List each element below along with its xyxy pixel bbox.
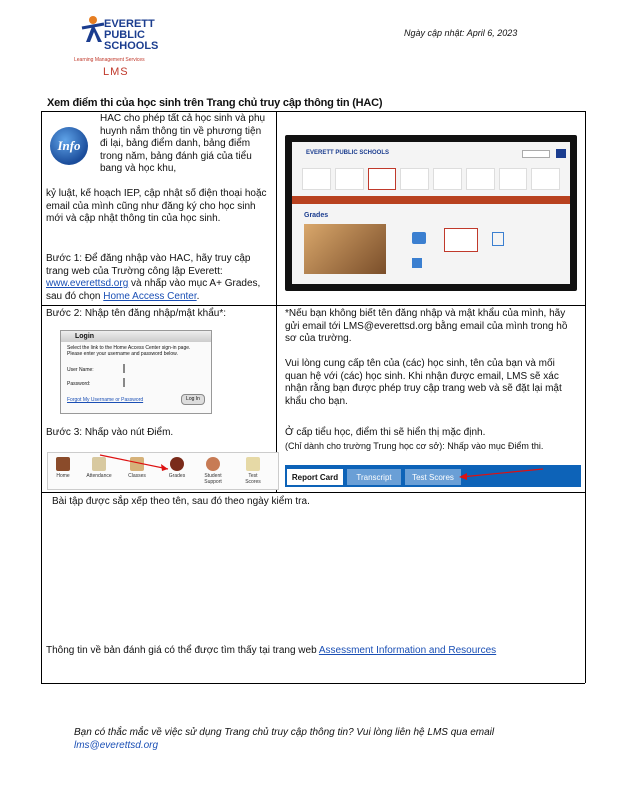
user-label: User Name:: [67, 367, 94, 373]
tab-transcript[interactable]: Transcript: [347, 469, 401, 485]
col-right: [585, 111, 586, 683]
step1-label: Bước 1: Để đăng nhập vào HAC, hãy truy cập trang web của Trường công lập Everett:: [46, 253, 251, 277]
pass-input[interactable]: [123, 378, 125, 387]
col-left: [41, 111, 42, 683]
nav-test-scores-label: Test Scores: [245, 473, 261, 485]
pass-label: Password:: [67, 381, 91, 387]
shot-breadcrumb-bar: [292, 196, 570, 204]
tab-test-scores[interactable]: Test Scores: [405, 469, 461, 485]
home-access-center-link[interactable]: Home Access Center: [103, 290, 197, 302]
right3-text-2: (Chỉ dành cho trường Trung học cơ sở): Nhấp vào mục Điểm thi.: [285, 441, 544, 451]
website-screenshot: [285, 135, 577, 291]
shot-icon: [335, 168, 364, 190]
lms-label: LMS: [103, 66, 129, 78]
intro-text-1: HAC cho phép tất cả học sinh và phụ huynh nắm thông tin về phương tiện đi lại, bảng điểm danh, bảng điểm trong năm, bảng đánh giá của tiểu bang và học khu,: [100, 113, 266, 174]
nav-classes-label: Classes: [128, 473, 146, 479]
forgot-link[interactable]: Forgot My Username or Password: [67, 397, 144, 403]
tab-report-card[interactable]: Report Card: [287, 469, 343, 485]
footer-email[interactable]: lms@everettsd.org: [74, 740, 159, 751]
footer-text: Bạn có thắc mắc về việc sử dụng Trang chủ truy cập thông tin? Vui lòng liên hệ LMS qua email: [74, 727, 495, 738]
nav-attendance-label: Attendance: [86, 473, 112, 479]
col-mid: [276, 111, 277, 492]
page-title: Xem điểm thi của học sinh trên Trang chủ truy cập thông tin (HAC): [47, 97, 383, 109]
shot-icon: [302, 168, 331, 190]
title-underline: [41, 111, 585, 112]
nav-test-scores[interactable]: [240, 457, 266, 485]
login-instructions: [61, 342, 211, 360]
login-line-2: Please enter your username and password below.: [67, 351, 178, 357]
shot-icon: [400, 168, 429, 190]
nav-home[interactable]: [50, 457, 76, 479]
nav-grades-label: Grades: [168, 473, 186, 479]
note-text-2: Vui lòng cung cấp tên của (các) học sinh, tên của bạn và mối quan hệ với (các) học sinh. Khi nhận được email, LMS sẽ xác nhận rằng bạn được phép truy cập trang web và sẽ đặt lại mật khẩu cho bạn.: [285, 358, 562, 407]
report-tabs-screenshot: [285, 465, 581, 487]
shot-icon-b: [492, 232, 504, 246]
shot-icon: [466, 168, 495, 190]
logo-text: EVERETT PUBLIC SCHOOLS: [104, 18, 159, 52]
assessment-link[interactable]: Assessment Information and Resources: [318, 645, 497, 656]
login-line-1: Select the link to the Home Access Center sign-in page.: [67, 345, 191, 351]
home-icon: [56, 457, 70, 471]
shot-home-access-icon: [444, 228, 478, 252]
step2-text: Bước 2: Nhập tên đăng nhập/mật khẩu*:: [46, 308, 227, 319]
shot-icon: [531, 168, 560, 190]
nav-home-label: Home: [56, 473, 70, 479]
user-input[interactable]: [123, 364, 125, 373]
row-divider-2: [41, 492, 585, 493]
step1-end: .: [196, 290, 200, 302]
shot-photo: [304, 224, 386, 274]
login-screenshot: [60, 330, 212, 414]
assessment-info: [46, 645, 526, 658]
shot-brand: EVERETT PUBLIC SCHOOLS: [306, 150, 390, 156]
shot-icon: [499, 168, 528, 190]
everettsd-link[interactable]: www.everettsd.org: [46, 278, 129, 289]
assessment-info-text: Thông tin về bản đánh giá có thể được tìm thấy tại trang web: [46, 645, 319, 656]
login-title: Login: [61, 331, 211, 342]
info-icon: Info: [50, 127, 88, 165]
test-scores-icon: [246, 457, 260, 471]
nav-student-support-label: Student Support: [204, 473, 222, 485]
step1-text: [46, 253, 271, 303]
row-divider-1: [41, 305, 585, 306]
nav-student-support[interactable]: [200, 457, 226, 485]
step3-text: Bước 3: Nhấp vào nút Điểm.: [46, 427, 174, 438]
shot-search-icon: [556, 149, 566, 158]
logo-tagline: Learning Management Services: [74, 57, 145, 63]
intro-text-2: kỷ luật, kế hoạch IEP, cập nhật số điện thoại hoặc email của mình cũng như đăng ký cho học sinh mới và cập nhật thông tin của học sinh.: [46, 188, 267, 224]
login-button[interactable]: Log In: [181, 394, 205, 405]
shot-icon: [433, 168, 462, 190]
shot-heading: Grades: [304, 212, 329, 219]
shot-icon-a: [412, 232, 426, 244]
student-support-icon: [206, 457, 220, 471]
shot-search: [522, 150, 550, 158]
step1-middle: và nhấp vào mục A+ Grades, sau đó chọn: [46, 278, 261, 302]
note-text-1: *Nếu bạn không biết tên đăng nhập và mật khẩu của mình, hãy gửi email tới LMS@everettsd.org bằng email của mình trong hồ sơ của trường.: [285, 308, 568, 344]
arrow-to-test-scores: [455, 467, 545, 481]
arrow-to-grades: [98, 453, 178, 475]
row-divider-3: [41, 683, 585, 684]
shot-icon-row: [302, 168, 560, 190]
shot-icon-grades: [368, 168, 397, 190]
right3-text-1: Ở cấp tiểu học, điểm thi sẽ hiển thị mặc định.: [285, 427, 486, 438]
updated-date: Ngày cập nhật: April 6, 2023: [404, 28, 518, 38]
sorted-text: Bài tập được sắp xếp theo tên, sau đó theo ngày kiểm tra.: [52, 496, 310, 507]
hac-nav-screenshot: [47, 452, 279, 490]
shot-icon-c: [412, 258, 422, 268]
